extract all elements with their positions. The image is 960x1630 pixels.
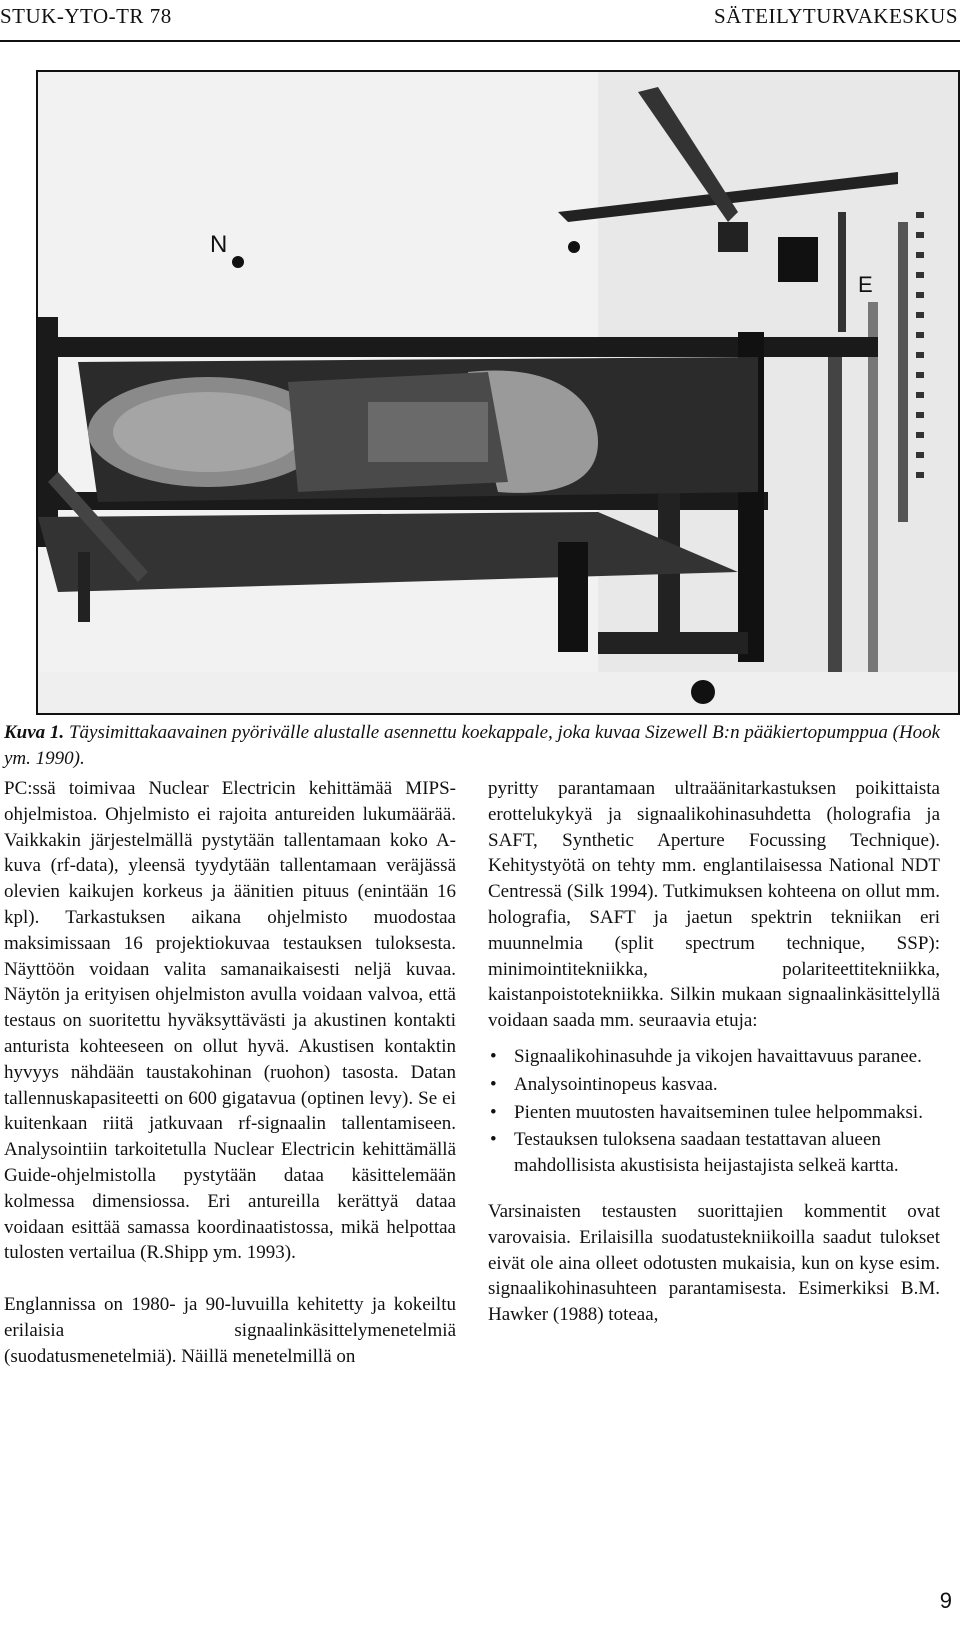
report-number: STUK-YTO-TR 78 bbox=[0, 4, 172, 28]
list-item-text: Analysointinopeus kasvaa. bbox=[514, 1073, 718, 1095]
right-column bbox=[488, 776, 940, 1354]
list-item-text: Pienten muutosten havaitseminen tulee helpommaksi. bbox=[514, 1101, 923, 1123]
paragraph: Varsinaisten testausten suorittajien kommentit ovat varovaisia. Erilaisilla suodatustekniikoilla saadut tulokset eivät ole aina olleet odotusten mukaisia, kun on kyse esim. signaalikohinasuhteen parantamisesta. Esimerkiksi B.M. Hawker (1988) toteaa, bbox=[488, 1200, 940, 1326]
list-item-text: Testauksen tuloksena saadaan testattavan alueen mahdollisista akustisista heijastajista selkeä kartta. bbox=[514, 1129, 899, 1177]
bullet-icon: • bbox=[490, 1101, 497, 1123]
photo-label-n: N bbox=[210, 231, 228, 258]
page-number: 9 bbox=[939, 1588, 952, 1613]
publisher-name: SÄTEILYTURVAKESKUS bbox=[713, 4, 958, 28]
caption-text: Täysimittakaavainen pyörivälle alustalle asennettu koekappale, joka kuvaa Sizewell B:n pääkiertopumppua (Hook ym. 1990). bbox=[4, 722, 941, 769]
advantages-list bbox=[488, 1044, 940, 1179]
list-item bbox=[488, 1072, 940, 1098]
paragraph: PC:ssä toimivaa Nuclear Electricin kehittämää MIPS-ohjelmistoa. Ohjelmisto ei rajoita antureiden lukumäärää. Vaikkakin järjestelmällä pystytään tallentamaan koko A-kuva (rf-data), yleensä tyydytään tallentamaan veräjässä olevien kaikujen korkeus ja äänitien pituus (enintään 16 kpl). Tarkastuksen aikana ohjelmisto muodostaa maksimissaan 16 projektiokuvaa testauksen tuloksesta. Näyttöön voidaan valita samanaikaisesti neljä kuvaa. Näytön ja erityisen ohjelmiston avulla voidaan valvoa, että testaus on suoritettu hyväksyttävästi ja akustinen kontakti anturista kohteeseen on ollut hyvä. Akustisen kontaktin hyvyys nähdään taustakohinan (ruohon) tasosta. Datan tallennuskapasiteetti on 600 gigatavua (optinen levy). Se ei kuitenkaan riitä jatkuvaan rf-signaalin tallentamiseen. Analysointiin tarkoitetulla Nuclear Electricin kehittämällä Guide-ohjelmistolla pystytään dataa käsittelemään kolmessa dimensiossa. Eri antureilla kerättyä dataa voidaan esittää samassa koordinaatistossa, mikä helpottaa tulosten vertailua (R.Shipp ym. 1993). bbox=[4, 778, 456, 1264]
photo-label-e: E bbox=[858, 272, 873, 297]
list-item bbox=[488, 1100, 940, 1126]
running-header bbox=[0, 4, 960, 34]
bullet-icon: • bbox=[490, 1073, 497, 1095]
paragraph: Englannissa on 1980- ja 90-luvuilla kehitetty ja kokeiltu erilaisia signaalinkäsittelymenetelmiä (suodatusmenetelmiä). Näillä menetelmillä on bbox=[4, 1294, 456, 1367]
bullet-icon: • bbox=[490, 1045, 497, 1067]
figure-photo bbox=[36, 70, 960, 715]
header-rule bbox=[0, 40, 960, 42]
test-rig-photo bbox=[38, 72, 958, 713]
figure-caption bbox=[4, 720, 954, 772]
bullet-icon: • bbox=[490, 1129, 497, 1151]
list-item bbox=[488, 1127, 940, 1179]
left-column bbox=[4, 776, 456, 1396]
list-item bbox=[488, 1044, 940, 1070]
caption-label: Kuva 1. bbox=[4, 722, 65, 743]
list-item-text: Signaalikohinasuhde ja vikojen havaittavuus paranee. bbox=[514, 1045, 922, 1067]
paragraph: pyritty parantamaan ultraäänitarkastuksen poikittaista erottelukykyä ja signaalikohinasuhdetta (holografia ja SAFT, Synthetic Aperture Focussing Technique). Kehitystyötä on tehty mm. englantilaisessa National NDT Centressä (Silk 1994). Tutkimuksen kohteena on ollut mm. holografia, SAFT ja jaetun spektrin tekniikan eri muunnelmia (split spectrum technique, SSP): minimointitekniikka, polariteettitekniikka, kaistanpoistotekniikka. Silkin mukaan signaalinkäsittelyllä voidaan saada mm. seuraavia etuja: bbox=[488, 778, 940, 1032]
